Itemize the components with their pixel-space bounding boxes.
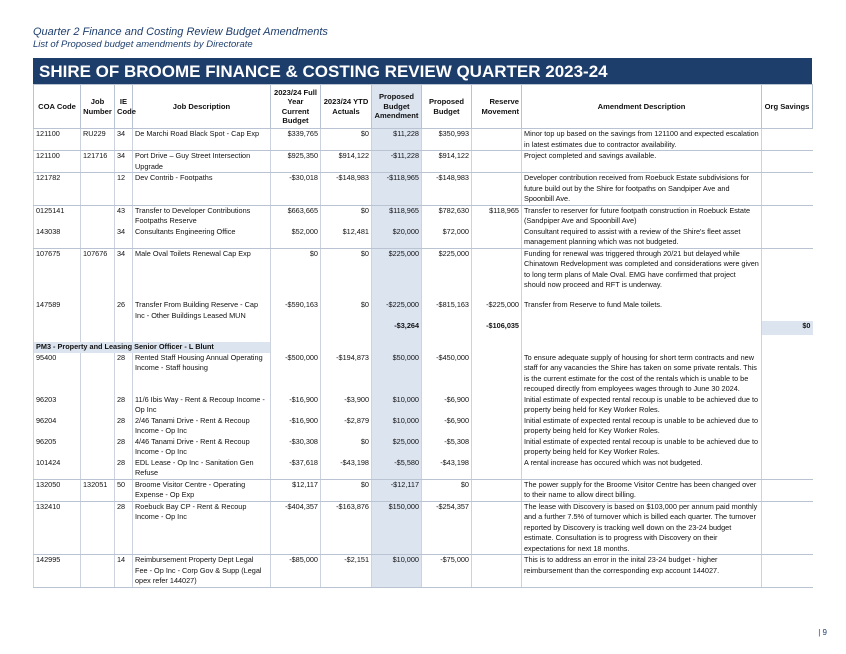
budget-sheet <box>33 58 812 588</box>
cell-job <box>81 501 115 555</box>
cell-amend: -$5,580 <box>372 458 422 480</box>
cell-desc: 2/46 Tanami Drive - Rent & Recoup Income - Op Inc <box>133 416 271 437</box>
cell-reserve <box>472 479 522 501</box>
cell-ie: 28 <box>115 416 133 437</box>
cell-reserve <box>472 501 522 555</box>
cell-ie: 50 <box>115 479 133 501</box>
cell-ie: 28 <box>115 353 133 395</box>
cell-coa: 121100 <box>34 151 81 173</box>
cell-coa: 132410 <box>34 501 81 555</box>
table-row <box>34 300 813 321</box>
cell-reserve <box>472 437 522 458</box>
cell-ytd: -$2,879 <box>321 416 372 437</box>
cell-reserve <box>472 151 522 173</box>
cell-job <box>81 437 115 458</box>
cell-org <box>762 173 813 206</box>
cell-proposed: $225,000 <box>422 248 472 300</box>
cell-ie: 14 <box>115 555 133 588</box>
section-title: PM3 - Property and Leasing Senior Officer - L Blunt <box>34 342 271 353</box>
cell-ie: 34 <box>115 248 133 300</box>
cell-coa: 107675 <box>34 248 81 300</box>
cell-reserve <box>472 555 522 588</box>
cell-coa: 121782 <box>34 173 81 206</box>
cell-current: $925,350 <box>271 151 321 173</box>
cell-reserve <box>472 458 522 480</box>
cell-coa: 121100 <box>34 129 81 151</box>
cell-note: Transfer from Reserve to fund Male toilets. <box>522 300 762 321</box>
cell-reserve <box>472 248 522 300</box>
cell-job <box>81 300 115 321</box>
cell-ytd: -$2,151 <box>321 555 372 588</box>
cell-amend: -$225,000 <box>372 300 422 321</box>
cell-desc: Broome Visitor Centre - Operating Expense - Op Exp <box>133 479 271 501</box>
cell-org <box>762 555 813 588</box>
cell-org <box>762 300 813 321</box>
table-row <box>34 479 813 501</box>
cell-ytd: $0 <box>321 437 372 458</box>
cell-ie: 12 <box>115 173 133 206</box>
cell-reserve <box>472 353 522 395</box>
cell-org <box>762 395 813 416</box>
cell-desc: Dev Contrib - Footpaths <box>133 173 271 206</box>
page-number: | 9 <box>818 628 827 637</box>
cell-ie: 34 <box>115 129 133 151</box>
cell-ytd: -$43,198 <box>321 458 372 480</box>
cell-note: Initial estimate of expected rental recoup is unable to be achieved due to property being held for Key Worker Roles. <box>522 437 762 458</box>
table-row <box>34 129 813 151</box>
cell-note: Developer contribution received from Roebuck Estate subdivisions for future build out by the Shire for footpaths on Sandpiper Ave and Spoonbill Ave. <box>522 173 762 206</box>
cell-proposed: -$5,308 <box>422 437 472 458</box>
cell-desc: Roebuck Bay CP - Rent & Recoup Income - Op Inc <box>133 501 271 555</box>
cell-ie: 28 <box>115 395 133 416</box>
cell-desc: Reimbursement Property Dept Legal Fee - Op Inc - Corp Gov & Supp (Legal opex refer 144027) <box>133 555 271 588</box>
cell-org <box>762 129 813 151</box>
cell-ytd: $914,122 <box>321 151 372 173</box>
table-row <box>34 416 813 437</box>
col-coa-code: COA Code <box>34 85 81 129</box>
cell-coa: 147589 <box>34 300 81 321</box>
cell-desc: Consultants Engineering Office <box>133 227 271 249</box>
cell-reserve <box>472 416 522 437</box>
cell-amend: $11,228 <box>372 129 422 151</box>
cell-amend: $150,000 <box>372 501 422 555</box>
section-row <box>34 342 813 353</box>
cell-note: The power supply for the Broome Visitor Centre has been changed over to their name to allow direct billing. <box>522 479 762 501</box>
cell-amend: $118,965 <box>372 205 422 227</box>
cell-ie: 28 <box>115 501 133 555</box>
cell-note: Initial estimate of expected rental recoup is unable to be achieved due to property being held for Key Worker Roles. <box>522 395 762 416</box>
cell-ytd: $0 <box>321 129 372 151</box>
cell-org <box>762 437 813 458</box>
cell-ytd: -$163,876 <box>321 501 372 555</box>
cell-ytd: -$3,900 <box>321 395 372 416</box>
col-reserve-movement: Reserve Movement <box>472 85 522 129</box>
cell-current: -$500,000 <box>271 353 321 395</box>
table-row <box>34 227 813 249</box>
table-row <box>34 173 813 206</box>
cell-proposed: -$75,000 <box>422 555 472 588</box>
table-row <box>34 248 813 300</box>
cell-current: -$30,018 <box>271 173 321 206</box>
cell-current: $12,117 <box>271 479 321 501</box>
cell-note: Consultant required to assist with a review of the Shire's fleet asset management planning which was not budgeted. <box>522 227 762 249</box>
cell-coa: 142995 <box>34 555 81 588</box>
table-row <box>34 353 813 395</box>
cell-note: Initial estimate of expected rental recoup is unable to be achieved due to property being held for Key Worker Roles. <box>522 416 762 437</box>
cell-ytd: $0 <box>321 300 372 321</box>
cell-coa: 96205 <box>34 437 81 458</box>
cell-note: A rental increase has occured which was not budgeted. <box>522 458 762 480</box>
table-row <box>34 555 813 588</box>
cell-note: The lease with Discovery is based on $103,000 per annum paid monthly and a further 7.5% of turnover which is billed each quarter. The turnover reported by Discovery is tracking well down on the 23-24 budget estimate. Consultation is to progress with Discovery on their expectations for next 18 months. <box>522 501 762 555</box>
cell-reserve <box>472 129 522 151</box>
cell-proposed: -$148,983 <box>422 173 472 206</box>
col-ytd-actuals: 2023/24 YTD Actuals <box>321 85 372 129</box>
cell-ie: 34 <box>115 227 133 249</box>
cell-note: This is to address an error in the inital 23-24 budget - higher reimbursement than the corresponding exp account 144027. <box>522 555 762 588</box>
cell-ie: 43 <box>115 205 133 227</box>
cell-amend: $10,000 <box>372 416 422 437</box>
cell-current: -$590,163 <box>271 300 321 321</box>
cell-desc: Rented Staff Housing Annual Operating Income - Staff housing <box>133 353 271 395</box>
cell-current: $663,665 <box>271 205 321 227</box>
col-ie-code: IE Code <box>115 85 133 129</box>
cell-reserve: -$225,000 <box>472 300 522 321</box>
cell-amend: $10,000 <box>372 555 422 588</box>
cell-note: Project completed and savings available. <box>522 151 762 173</box>
cell-org <box>762 479 813 501</box>
cell-job: 107676 <box>81 248 115 300</box>
cell-org <box>762 151 813 173</box>
document-title: Quarter 2 Finance and Costing Review Budget Amendments <box>33 26 328 38</box>
cell-note: Funding for renewal was triggered through 20/21 but delayed while Chinatown Redvelopment was completed and considerations were given to long term plans of Male Oval. EMG have confirmed that project should now proceed and RFT is underway. <box>522 248 762 300</box>
cell-coa: 95400 <box>34 353 81 395</box>
cell-current: -$30,308 <box>271 437 321 458</box>
totals-row <box>34 321 813 335</box>
cell-amend: $10,000 <box>372 395 422 416</box>
cell-ie: 28 <box>115 437 133 458</box>
cell-reserve: $118,965 <box>472 205 522 227</box>
cell-amend: -$11,228 <box>372 151 422 173</box>
total-org-savings: $0 <box>762 321 813 335</box>
cell-desc: De Marchi Road Black Spot - Cap Exp <box>133 129 271 151</box>
cell-job: RU229 <box>81 129 115 151</box>
cell-proposed: $350,993 <box>422 129 472 151</box>
cell-proposed: $72,000 <box>422 227 472 249</box>
col-current-budget: 2023/24 Full Year Current Budget <box>271 85 321 129</box>
cell-org <box>762 458 813 480</box>
table-row <box>34 395 813 416</box>
cell-proposed: -$815,163 <box>422 300 472 321</box>
cell-desc: EDL Lease - Op Inc - Sanitation Gen Refuse <box>133 458 271 480</box>
col-job-description: Job Description <box>133 85 271 129</box>
cell-ytd: $0 <box>321 205 372 227</box>
cell-org <box>762 205 813 227</box>
cell-ie: 34 <box>115 151 133 173</box>
document-header <box>33 26 328 51</box>
cell-desc: 11/6 Ibis Way - Rent & Recoup Income - Op Inc <box>133 395 271 416</box>
cell-proposed: -$450,000 <box>422 353 472 395</box>
col-proposed-budget: Proposed Budget <box>422 85 472 129</box>
cell-job: 132051 <box>81 479 115 501</box>
cell-reserve <box>472 173 522 206</box>
cell-current: -$85,000 <box>271 555 321 588</box>
cell-amend: -$118,965 <box>372 173 422 206</box>
table-header-row <box>34 85 813 129</box>
cell-current: $0 <box>271 248 321 300</box>
cell-desc: Transfer to Developer Contributions Footpaths Reserve <box>133 205 271 227</box>
cell-ytd: -$148,983 <box>321 173 372 206</box>
table-row <box>34 151 813 173</box>
cell-ytd: $0 <box>321 479 372 501</box>
cell-proposed: $0 <box>422 479 472 501</box>
cell-amend: $225,000 <box>372 248 422 300</box>
cell-coa: 101424 <box>34 458 81 480</box>
cell-coa: 132050 <box>34 479 81 501</box>
amendments-table <box>33 84 813 588</box>
cell-desc: Port Drive – Guy Street Intersection Upgrade <box>133 151 271 173</box>
cell-current: -$404,357 <box>271 501 321 555</box>
col-job-number: Job Number <box>81 85 115 129</box>
cell-org <box>762 227 813 249</box>
cell-amend: -$12,117 <box>372 479 422 501</box>
cell-ie: 28 <box>115 458 133 480</box>
cell-proposed: -$254,357 <box>422 501 472 555</box>
cell-current: -$16,900 <box>271 416 321 437</box>
table-row <box>34 501 813 555</box>
table-row <box>34 458 813 480</box>
document-subtitle: List of Proposed budget amendments by Directorate <box>33 39 253 50</box>
cell-note: To ensure adequate supply of housing for short term contracts and new staff for any vacancies the Shire has taken on some private rentals. This is the current estimate for the cost of the rentals which is unable to be recouped directly from employees wages through to June 30 2024. <box>522 353 762 395</box>
cell-reserve <box>472 395 522 416</box>
sheet-banner: SHIRE OF BROOME FINANCE & COSTING REVIEW QUARTER 2023-24 <box>33 58 812 84</box>
cell-proposed: -$43,198 <box>422 458 472 480</box>
cell-desc: Transfer From Building Reserve - Cap Inc - Other Buildings Leased MUN <box>133 300 271 321</box>
cell-ytd: $0 <box>321 248 372 300</box>
cell-ytd: $12,481 <box>321 227 372 249</box>
cell-current: $52,000 <box>271 227 321 249</box>
cell-amend: $50,000 <box>372 353 422 395</box>
cell-job <box>81 395 115 416</box>
cell-reserve <box>472 227 522 249</box>
cell-desc: 4/46 Tanami Drive - Rent & Recoup Income - Op Inc <box>133 437 271 458</box>
cell-note: Minor top up based on the savings from 121100 and expected escalation in latest estimates due to contractor availability. <box>522 129 762 151</box>
total-amendment: -$3,264 <box>372 321 422 335</box>
col-proposed-amendment: Proposed Budget Amendment <box>372 85 422 129</box>
cell-amend: $20,000 <box>372 227 422 249</box>
cell-org <box>762 353 813 395</box>
cell-coa: 96204 <box>34 416 81 437</box>
cell-proposed: $782,630 <box>422 205 472 227</box>
cell-current: -$16,900 <box>271 395 321 416</box>
cell-org <box>762 248 813 300</box>
cell-job <box>81 227 115 249</box>
cell-current: $339,765 <box>271 129 321 151</box>
cell-job <box>81 205 115 227</box>
cell-ytd: -$194,873 <box>321 353 372 395</box>
col-amendment-description: Amendment Description <box>522 85 762 129</box>
cell-coa: 96203 <box>34 395 81 416</box>
cell-note: Transfer to reserver for future footpath construction in Roebuck Estate (Sandpiper Ave and Spoonbill Ave) <box>522 205 762 227</box>
table-row <box>34 205 813 227</box>
cell-job <box>81 353 115 395</box>
cell-ie: 26 <box>115 300 133 321</box>
total-reserve: -$106,035 <box>472 321 522 335</box>
cell-job <box>81 555 115 588</box>
col-org-savings: Org Savings <box>762 85 813 129</box>
cell-coa: 0125141 <box>34 205 81 227</box>
cell-proposed: -$6,900 <box>422 395 472 416</box>
cell-amend: $25,000 <box>372 437 422 458</box>
cell-proposed: -$6,900 <box>422 416 472 437</box>
cell-org <box>762 416 813 437</box>
cell-job <box>81 458 115 480</box>
table-row <box>34 437 813 458</box>
cell-proposed: $914,122 <box>422 151 472 173</box>
cell-org <box>762 501 813 555</box>
cell-job <box>81 416 115 437</box>
cell-current: -$37,618 <box>271 458 321 480</box>
cell-coa: 143038 <box>34 227 81 249</box>
cell-job <box>81 173 115 206</box>
cell-desc: Male Oval Toilets Renewal Cap Exp <box>133 248 271 300</box>
cell-job: 121716 <box>81 151 115 173</box>
